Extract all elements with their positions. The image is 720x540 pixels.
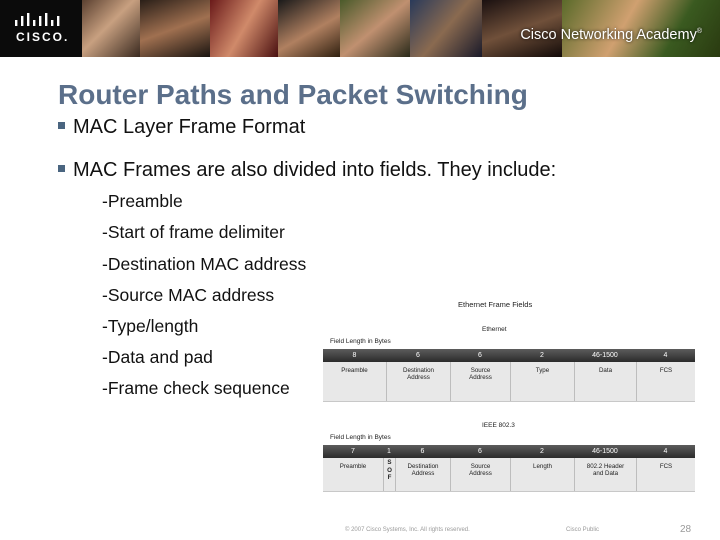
bullet-mac-frame-format: MAC Layer Frame Format: [58, 116, 305, 139]
cisco-bridge-icon: [14, 13, 66, 27]
page-number: 28: [680, 524, 692, 535]
page-title: Router Paths and Packet Switching: [58, 79, 528, 110]
cisco-logo: [0, 0, 82, 57]
ethernet-size-source: 6: [478, 352, 482, 359]
diagram-title: Ethernet Frame Fields: [458, 300, 533, 309]
ethernet-field-type: Type: [510, 362, 574, 401]
field-item-source: -Source MAC address: [102, 285, 275, 305]
bullet-marker: [58, 122, 65, 129]
field-item-fcs: -Frame check sequence: [102, 378, 290, 398]
ieee-field-sof: S O F: [383, 458, 395, 491]
field-item-data-pad: -Data and pad: [102, 347, 213, 367]
cisco-logo-text: CISCO.: [16, 30, 70, 44]
bullet-marker: [58, 165, 65, 172]
ieee-field-preamble: Preamble: [339, 463, 367, 470]
field-item-type-length: -Type/length: [102, 316, 199, 336]
ieee-size-source: 6: [478, 448, 482, 455]
ethernet-size-fcs: 4: [663, 352, 668, 359]
footer-classification: Cisco Public: [566, 527, 600, 533]
ethernet-label: Ethernet: [482, 326, 507, 333]
ieee-label: IEEE 802.3: [482, 422, 515, 429]
ethernet-field-destination: Destination Address: [386, 362, 450, 401]
ethernet-field-row: [323, 362, 695, 402]
banner-photo-2: [140, 0, 210, 57]
ieee-size-preamble: 7: [351, 448, 355, 455]
ieee-field-length: Length: [510, 458, 574, 491]
ieee-size-sof: 1: [387, 448, 391, 455]
field-item-sof: -Start of frame delimiter: [102, 222, 285, 242]
ieee-field-row: [323, 458, 695, 492]
ethernet-field-data: Data: [574, 362, 636, 401]
ethernet-field-preamble: Preamble: [341, 367, 368, 374]
ethernet-length-label: Field Length in Bytes: [330, 338, 391, 345]
banner-photo-6: [410, 0, 482, 57]
ieee-size-fcs: 4: [663, 448, 668, 455]
ieee-field-fcs: FCS: [636, 458, 695, 491]
header-banner: [0, 0, 720, 57]
bullet-mac-frame-fields: MAC Frames are also divided into fields. They include:: [58, 159, 556, 182]
ieee-size-bar: [323, 445, 695, 458]
field-item-preamble: -Preamble: [102, 191, 183, 211]
ethernet-field-fcs: FCS: [636, 362, 695, 401]
ieee-size-destination: 6: [420, 448, 425, 455]
ethernet-size-data: 46-1500: [592, 352, 618, 359]
banner-photo-4: [278, 0, 340, 57]
ieee-size-length: 2: [540, 448, 544, 455]
ieee-field-destination: Destination Address: [395, 458, 450, 491]
ethernet-size-destination: 6: [416, 352, 420, 359]
academy-name: Cisco Networking Academy®: [520, 27, 702, 43]
ethernet-size-type: 2: [540, 352, 544, 359]
field-item-destination: -Destination MAC address: [102, 254, 307, 274]
ieee-size-data: 46-1500: [592, 448, 618, 455]
ethernet-size-bar: [323, 349, 695, 362]
banner-photo-3: [210, 0, 278, 57]
banner-photo-1: [82, 0, 140, 57]
ieee-length-label: Field Length in Bytes: [330, 434, 391, 441]
footer-copyright: © 2007 Cisco Systems, Inc. All rights reserved.: [345, 527, 470, 533]
ethernet-size-preamble: 8: [352, 352, 357, 359]
ieee-field-data: 802.2 Header and Data: [574, 458, 636, 491]
banner-photo-5: [340, 0, 410, 57]
ethernet-frame-diagram: [320, 296, 700, 492]
ethernet-field-source: Source Address: [450, 362, 510, 401]
ieee-field-source: Source Address: [450, 458, 510, 491]
